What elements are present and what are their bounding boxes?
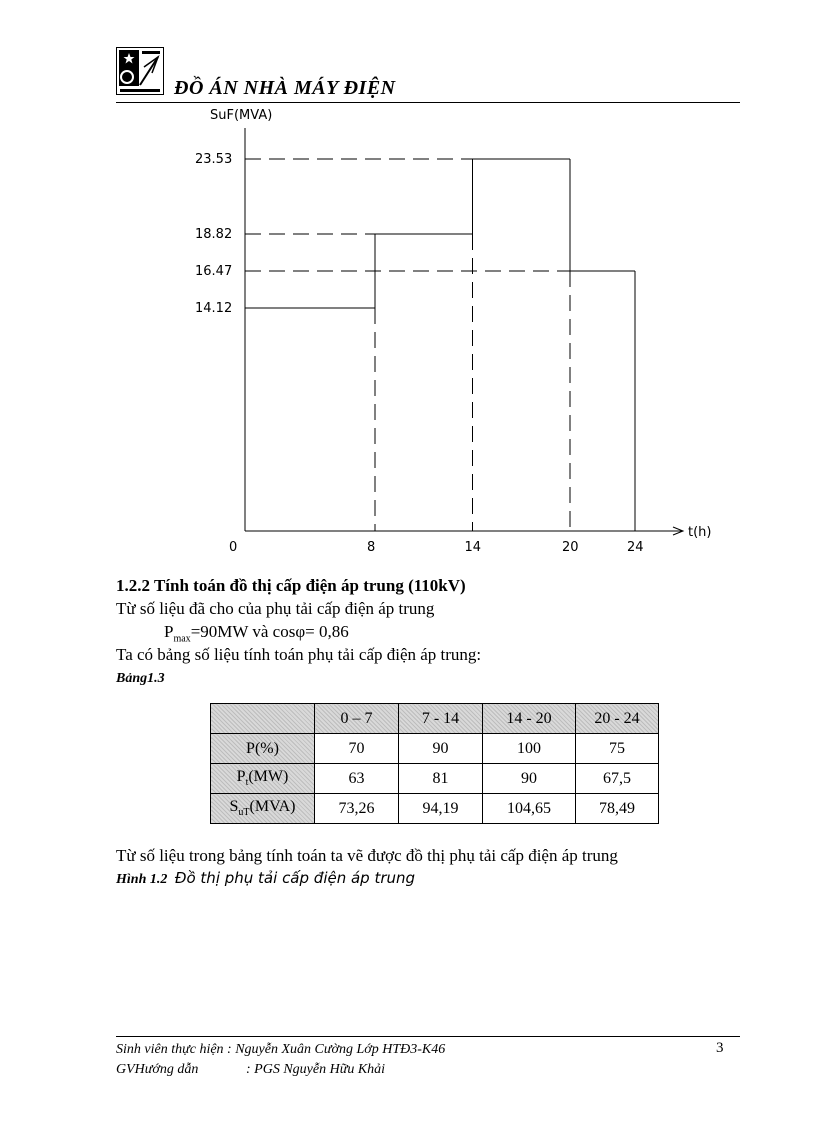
x-tick-label: 24 [627, 540, 644, 555]
table-header-cell: 7 - 14 [399, 704, 483, 734]
row-label-p-percent: P(%) [211, 734, 315, 764]
figure-description: Đồ thị phụ tải cấp điện áp trung [174, 869, 416, 887]
x-tick-label: 14 [464, 540, 482, 555]
footer-divider [116, 1036, 740, 1037]
x-tick-label: 8 [367, 540, 376, 555]
load-data-table [210, 703, 659, 824]
chart-labels [195, 108, 711, 555]
y-tick-label: 23.53 [195, 152, 233, 167]
header-title: ĐỒ ÁN NHÀ MÁY ĐIỆN [174, 77, 396, 99]
table-cell: 104,65 [483, 794, 576, 824]
x-axis-title: t(h) [688, 525, 712, 540]
table-cell: 81 [399, 764, 483, 794]
paragraph-data-source: Từ số liệu đã cho của phụ tải cấp điện áp trung [116, 599, 435, 618]
table-cell: 67,5 [576, 764, 659, 794]
table-cell: 90 [399, 734, 483, 764]
pmax-formula [164, 623, 349, 644]
load-step-chart [0, 100, 816, 560]
table-header-cell: 0 – 7 [315, 704, 399, 734]
y-axis-title: SuF(MVA) [210, 108, 273, 123]
table-row [211, 764, 659, 794]
figure-caption [116, 869, 415, 888]
page-number: 3 [716, 1040, 724, 1056]
table-header-cell: 14 - 20 [483, 704, 576, 734]
university-logo [116, 47, 164, 95]
y-tick-label: 18.82 [195, 227, 233, 242]
pmax-symbol: P [164, 622, 174, 641]
table-row [211, 794, 659, 824]
chart-axes [245, 128, 683, 535]
pmax-subscript: max [173, 633, 191, 645]
y-tick-label: 14.12 [195, 301, 233, 316]
paragraph-table-intro: Ta có bảng số liệu tính toán phụ tải cấp điện áp trung: [116, 645, 482, 664]
x-tick-label: 0 [229, 540, 238, 555]
table-cell: 78,49 [576, 794, 659, 824]
table-header-cell [211, 704, 315, 734]
advisor-label: GVHướng dẫn [116, 1062, 199, 1077]
row-label-sut: $S_{uT}(MVA)$ [211, 794, 315, 824]
table-row [211, 734, 659, 764]
chart-marks [245, 159, 635, 531]
table-cell: 75 [576, 734, 659, 764]
table-cell: 70 [315, 734, 399, 764]
table-cell: 100 [483, 734, 576, 764]
row-label-pt: $P_t(MW)$ [211, 764, 315, 794]
figure-label: Hình 1.2 [116, 872, 168, 887]
table-caption: Bảng1.3 [116, 671, 165, 686]
footer-advisor [116, 1062, 385, 1078]
pmax-value: =90MW và cosφ= 0,86 [190, 622, 349, 641]
table-cell: 90 [483, 764, 576, 794]
table-cell: 73,26 [315, 794, 399, 824]
x-tick-label: 20 [562, 540, 579, 555]
footer-student: Sinh viên thực hiện : Nguyễn Xuân Cường Lớp HTĐ3-K46 [116, 1042, 446, 1057]
section-heading: 1.2.2 Tính toán đồ thị cấp điện áp trung (110kV) [116, 576, 466, 595]
table-header-cell: 20 - 24 [576, 704, 659, 734]
table-cell: 94,19 [399, 794, 483, 824]
table-header-row [211, 704, 659, 734]
advisor-name: : PGS Nguyễn Hữu Khải [246, 1062, 386, 1077]
paragraph-figure-intro: Từ số liệu trong bảng tính toán ta vẽ được đồ thị phụ tải cấp điện áp trung [116, 846, 618, 865]
y-tick-label: 16.47 [195, 264, 233, 279]
table-cell: 63 [315, 764, 399, 794]
